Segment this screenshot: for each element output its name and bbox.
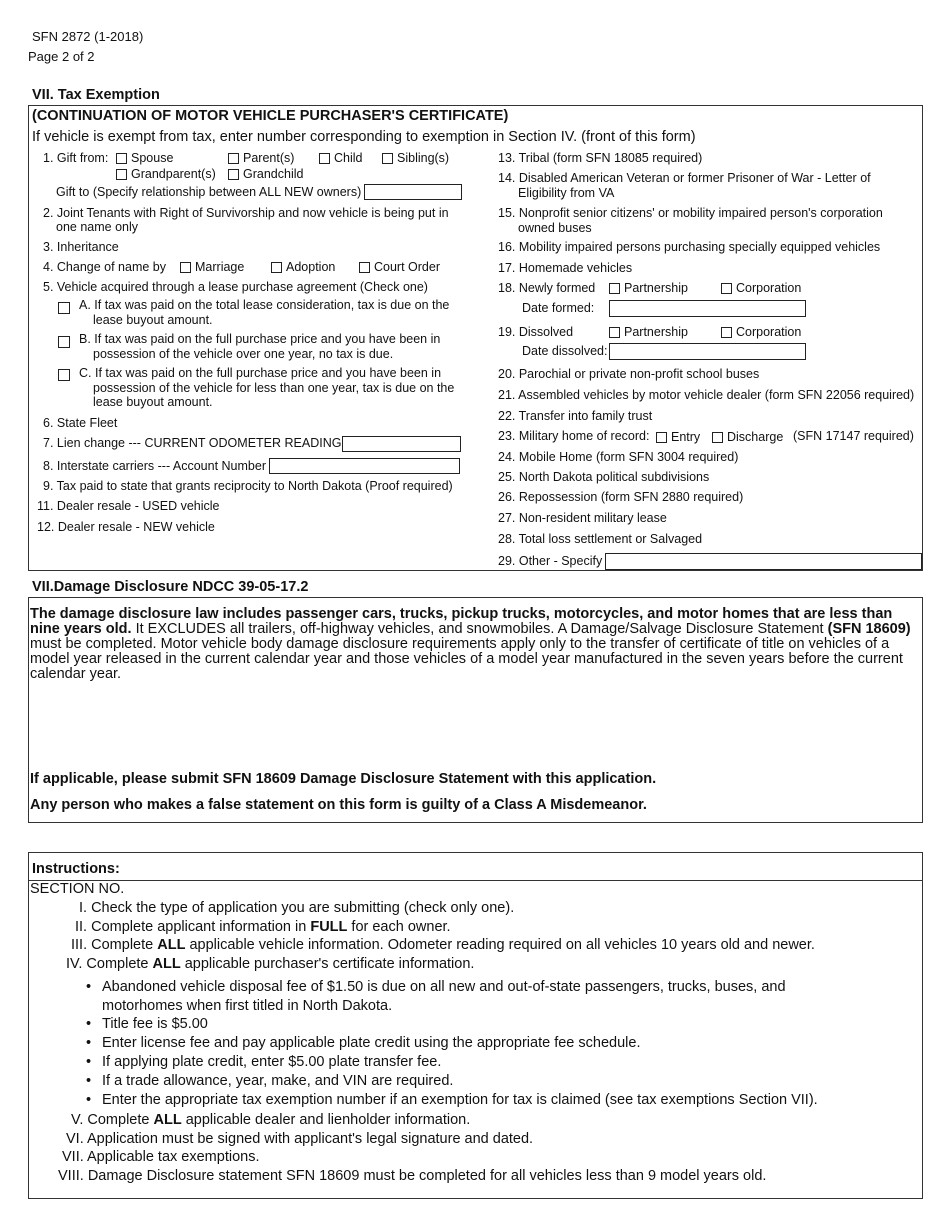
instruction-i: I. Check the type of application you are submitting (check only one). bbox=[79, 900, 515, 916]
bullet-item: • bbox=[86, 1054, 92, 1070]
bullet-item: • bbox=[86, 1016, 92, 1032]
siblings-option[interactable] bbox=[382, 151, 449, 165]
item-2-line-1: 2. Joint Tenants with Right of Survivorship and now vehicle is being put in bbox=[43, 206, 449, 220]
bullet-text-4: If applying plate credit, enter $5.00 plate transfer fee. bbox=[102, 1054, 442, 1070]
instruction-iii: III. Complete ALL applicable vehicle information. Odometer reading required on all vehicles 10 years old and newer. bbox=[71, 937, 815, 953]
marriage-checkbox[interactable] bbox=[180, 262, 191, 273]
item-5: 5. Vehicle acquired through a lease purchase agreement (Check one) bbox=[43, 280, 428, 294]
item-11: 11. Dealer resale - USED vehicle bbox=[37, 499, 220, 513]
bullet-text-6: Enter the appropriate tax exemption number if an exemption for tax is claimed (see tax exemptions Section VII). bbox=[102, 1092, 818, 1108]
tax-intro: If vehicle is exempt from tax, enter number corresponding to exemption in Section IV. (front of this form) bbox=[32, 129, 696, 145]
tax-subtitle: (CONTINUATION OF MOTOR VEHICLE PURCHASER'S CERTIFICATE) bbox=[32, 108, 509, 124]
court-order-option[interactable] bbox=[359, 260, 440, 274]
lease-b-line-2: possession of the vehicle over one year, no tax is due. bbox=[93, 347, 394, 361]
date-formed-field[interactable] bbox=[609, 300, 806, 317]
lease-c-line-1: C. If tax was paid on the full purchase price and you have been in bbox=[79, 366, 442, 380]
lease-a-line-2: lease buyout amount. bbox=[93, 313, 213, 327]
gift-from-label: 1. Gift from: bbox=[43, 151, 109, 165]
dissolved-partnership-option[interactable] bbox=[609, 325, 688, 339]
lease-c-line-3: lease buyout amount. bbox=[93, 395, 213, 409]
tax-section-title: VII. Tax Exemption bbox=[32, 87, 160, 103]
child-option[interactable] bbox=[319, 151, 363, 165]
bullet-item: • bbox=[86, 979, 92, 995]
gift-to-label: Gift to (Specify relationship between ALL NEW owners) bbox=[56, 185, 362, 199]
grandparents-option[interactable] bbox=[116, 167, 216, 181]
section-no-label: SECTION NO. bbox=[30, 881, 125, 897]
instruction-ii: II. Complete applicant information in FULL for each owner. bbox=[75, 919, 451, 935]
item-14-line-2: Eligibility from VA bbox=[518, 186, 615, 200]
item-21: 21. Assembled vehicles by motor vehicle dealer (form SFN 22056 required) bbox=[498, 388, 915, 402]
dissolved-corporation-checkbox[interactable] bbox=[721, 327, 732, 338]
siblings-label: Sibling(s) bbox=[397, 151, 450, 165]
item-20: 20. Parochial or private non-profit school buses bbox=[498, 367, 760, 381]
corporation-label: Corporation bbox=[736, 325, 802, 339]
item-15-line-2: owned buses bbox=[518, 221, 592, 235]
other-specify-field[interactable] bbox=[605, 553, 922, 570]
false-statement-note: Any person who makes a false statement on this form is guilty of a Class A Misdemeanor. bbox=[30, 797, 647, 813]
item-9: 9. Tax paid to state that grants reciprocity to North Dakota (Proof required) bbox=[43, 479, 453, 493]
lease-b-line-1: B. If tax was paid on the full purchase price and you have been in bbox=[79, 332, 441, 346]
instructions-divider bbox=[28, 880, 923, 881]
item-16: 16. Mobility impaired persons purchasing specially equipped vehicles bbox=[498, 240, 881, 254]
item-12: 12. Dealer resale - NEW vehicle bbox=[37, 520, 215, 534]
item-29: 29. Other - Specify bbox=[498, 554, 603, 568]
item-3: 3. Inheritance bbox=[43, 240, 119, 254]
entry-option[interactable] bbox=[656, 430, 700, 444]
parents-label: Parent(s) bbox=[243, 151, 295, 165]
partnership-label: Partnership bbox=[624, 325, 688, 339]
lease-c-checkbox[interactable] bbox=[58, 366, 74, 384]
form-number: SFN 2872 (1-2018) bbox=[32, 29, 144, 44]
gift-to-field[interactable] bbox=[364, 184, 462, 200]
grandchild-label: Grandchild bbox=[243, 167, 304, 181]
siblings-checkbox[interactable] bbox=[382, 153, 393, 164]
instruction-vii: VII. Applicable tax exemptions. bbox=[62, 1149, 260, 1165]
marriage-label: Marriage bbox=[195, 260, 245, 274]
item-17: 17. Homemade vehicles bbox=[498, 261, 633, 275]
item-15-line-1: 15. Nonprofit senior citizens' or mobility impaired person's corporation bbox=[498, 206, 883, 220]
item-14-line-1: 14. Disabled American Veteran or former Prisoner of War - Letter of bbox=[498, 171, 871, 185]
spouse-label: Spouse bbox=[131, 151, 174, 165]
damage-submit-note: If applicable, please submit SFN 18609 Damage Disclosure Statement with this application. bbox=[30, 771, 657, 787]
instruction-vi: VI. Application must be signed with applicant's legal signature and dated. bbox=[66, 1131, 534, 1147]
item-6: 6. State Fleet bbox=[43, 416, 118, 430]
partnership-label: Partnership bbox=[624, 281, 688, 295]
lease-a-line-1: A. If tax was paid on the total lease consideration, tax is due on the bbox=[79, 298, 450, 312]
damage-text-2: must be completed. Motor vehicle body damage disclosure requirements apply only to the transfer of certificate of title on vehicles of a model year released in the current calendar year and those vehicles of a model year manufactured in the seven years before the current calendar year. bbox=[30, 636, 903, 682]
bullet-text-5: If a trade allowance, year, make, and VIN are required. bbox=[102, 1073, 454, 1089]
bullet-text-2: Title fee is $5.00 bbox=[102, 1016, 208, 1032]
damage-text-1: It EXCLUDES all trailers, off-highway vehicles, and snowmobiles. A Damage/Salvage Disclosure Statement bbox=[131, 621, 828, 637]
instruction-viii: VIII. Damage Disclosure statement SFN 18609 must be completed for all vehicles less than 9 model years old. bbox=[58, 1168, 767, 1184]
newly-formed-corporation-option[interactable] bbox=[721, 281, 801, 295]
item-26: 26. Repossession (form SFN 2880 required) bbox=[498, 490, 744, 504]
bullet-text-3: Enter license fee and pay applicable plate credit using the appropriate fee schedule. bbox=[102, 1035, 641, 1051]
child-label: Child bbox=[334, 151, 363, 165]
adoption-label: Adoption bbox=[286, 260, 336, 274]
item-25: 25. North Dakota political subdivisions bbox=[498, 470, 710, 484]
instructions-title: Instructions: bbox=[32, 861, 120, 877]
child-checkbox[interactable] bbox=[319, 153, 330, 164]
damage-bold-2: (SFN 18609) bbox=[827, 621, 911, 637]
bullet-item: • bbox=[86, 1092, 92, 1108]
item-19: 19. Dissolved bbox=[498, 325, 574, 339]
bullet-item: • bbox=[86, 1073, 92, 1089]
bullet-text-1-cont: motorhomes when first titled in North Dakota. bbox=[102, 998, 393, 1014]
dissolved-partnership-checkbox[interactable] bbox=[609, 327, 620, 338]
instruction-iv: IV. Complete ALL applicable purchaser's certificate information. bbox=[66, 956, 475, 972]
marriage-option[interactable] bbox=[180, 260, 244, 274]
court-order-label: Court Order bbox=[374, 260, 440, 274]
spouse-option[interactable] bbox=[116, 151, 173, 165]
parents-checkbox[interactable] bbox=[228, 153, 239, 164]
sfn-17147-note: (SFN 17147 required) bbox=[793, 429, 914, 443]
account-number-field[interactable] bbox=[269, 458, 460, 474]
bullet-item: • bbox=[86, 1035, 92, 1051]
page-number: Page 2 of 2 bbox=[28, 49, 95, 64]
spouse-checkbox[interactable] bbox=[116, 153, 127, 164]
date-formed-label: Date formed: bbox=[522, 301, 595, 315]
grandchild-option[interactable] bbox=[228, 167, 303, 181]
damage-section-title: VII.Damage Disclosure NDCC 39-05-17.2 bbox=[32, 579, 309, 595]
newly-formed-partnership-checkbox[interactable] bbox=[609, 283, 620, 294]
lease-a-checkbox[interactable] bbox=[58, 299, 74, 317]
item-7: 7. Lien change --- CURRENT ODOMETER READING bbox=[43, 436, 342, 450]
grandparents-checkbox[interactable] bbox=[116, 169, 127, 180]
lease-c-line-2: possession of the vehicle for less than one year, tax is due on the bbox=[93, 381, 455, 395]
odometer-field[interactable] bbox=[342, 436, 461, 452]
parents-option[interactable] bbox=[228, 151, 294, 165]
court-order-checkbox[interactable] bbox=[359, 262, 370, 273]
item-24: 24. Mobile Home (form SFN 3004 required) bbox=[498, 450, 739, 464]
item-4: 4. Change of name by bbox=[43, 260, 166, 274]
instruction-v: V. Complete ALL applicable dealer and lienholder information. bbox=[71, 1112, 471, 1128]
item-22: 22. Transfer into family trust bbox=[498, 409, 653, 423]
adoption-option[interactable] bbox=[271, 260, 335, 274]
entry-label: Entry bbox=[671, 430, 701, 444]
newly-formed-partnership-option[interactable] bbox=[609, 281, 688, 295]
bullet-text-1: Abandoned vehicle disposal fee of $1.50 is due on all new and out-of-state passengers, trucks, buses, and bbox=[102, 979, 786, 995]
grandchild-checkbox[interactable] bbox=[228, 169, 239, 180]
damage-bold-1: The damage disclosure law includes passenger cars, trucks, pickup trucks, motorcycles, and motor homes that are less than nine years old. bbox=[30, 606, 893, 637]
date-dissolved-field[interactable] bbox=[609, 343, 806, 360]
item-28: 28. Total loss settlement or Salvaged bbox=[498, 532, 703, 546]
discharge-checkbox[interactable] bbox=[712, 432, 723, 443]
newly-formed-corporation-checkbox[interactable] bbox=[721, 283, 732, 294]
grandparents-label: Grandparent(s) bbox=[131, 167, 216, 181]
dissolved-corporation-option[interactable] bbox=[721, 325, 801, 339]
corporation-label: Corporation bbox=[736, 281, 802, 295]
item-27: 27. Non-resident military lease bbox=[498, 511, 667, 525]
discharge-option[interactable] bbox=[712, 430, 783, 444]
damage-paragraph bbox=[30, 607, 921, 682]
item-18: 18. Newly formed bbox=[498, 281, 596, 295]
item-8: 8. Interstate carriers --- Account Number bbox=[43, 459, 266, 473]
entry-checkbox[interactable] bbox=[656, 432, 667, 443]
discharge-label: Discharge bbox=[727, 430, 784, 444]
date-dissolved-label: Date dissolved: bbox=[522, 344, 608, 358]
item-13: 13. Tribal (form SFN 18085 required) bbox=[498, 151, 703, 165]
item-23: 23. Military home of record: bbox=[498, 429, 650, 443]
adoption-checkbox[interactable] bbox=[271, 262, 282, 273]
item-2-line-2: one name only bbox=[56, 220, 139, 234]
lease-b-checkbox[interactable] bbox=[58, 333, 74, 351]
